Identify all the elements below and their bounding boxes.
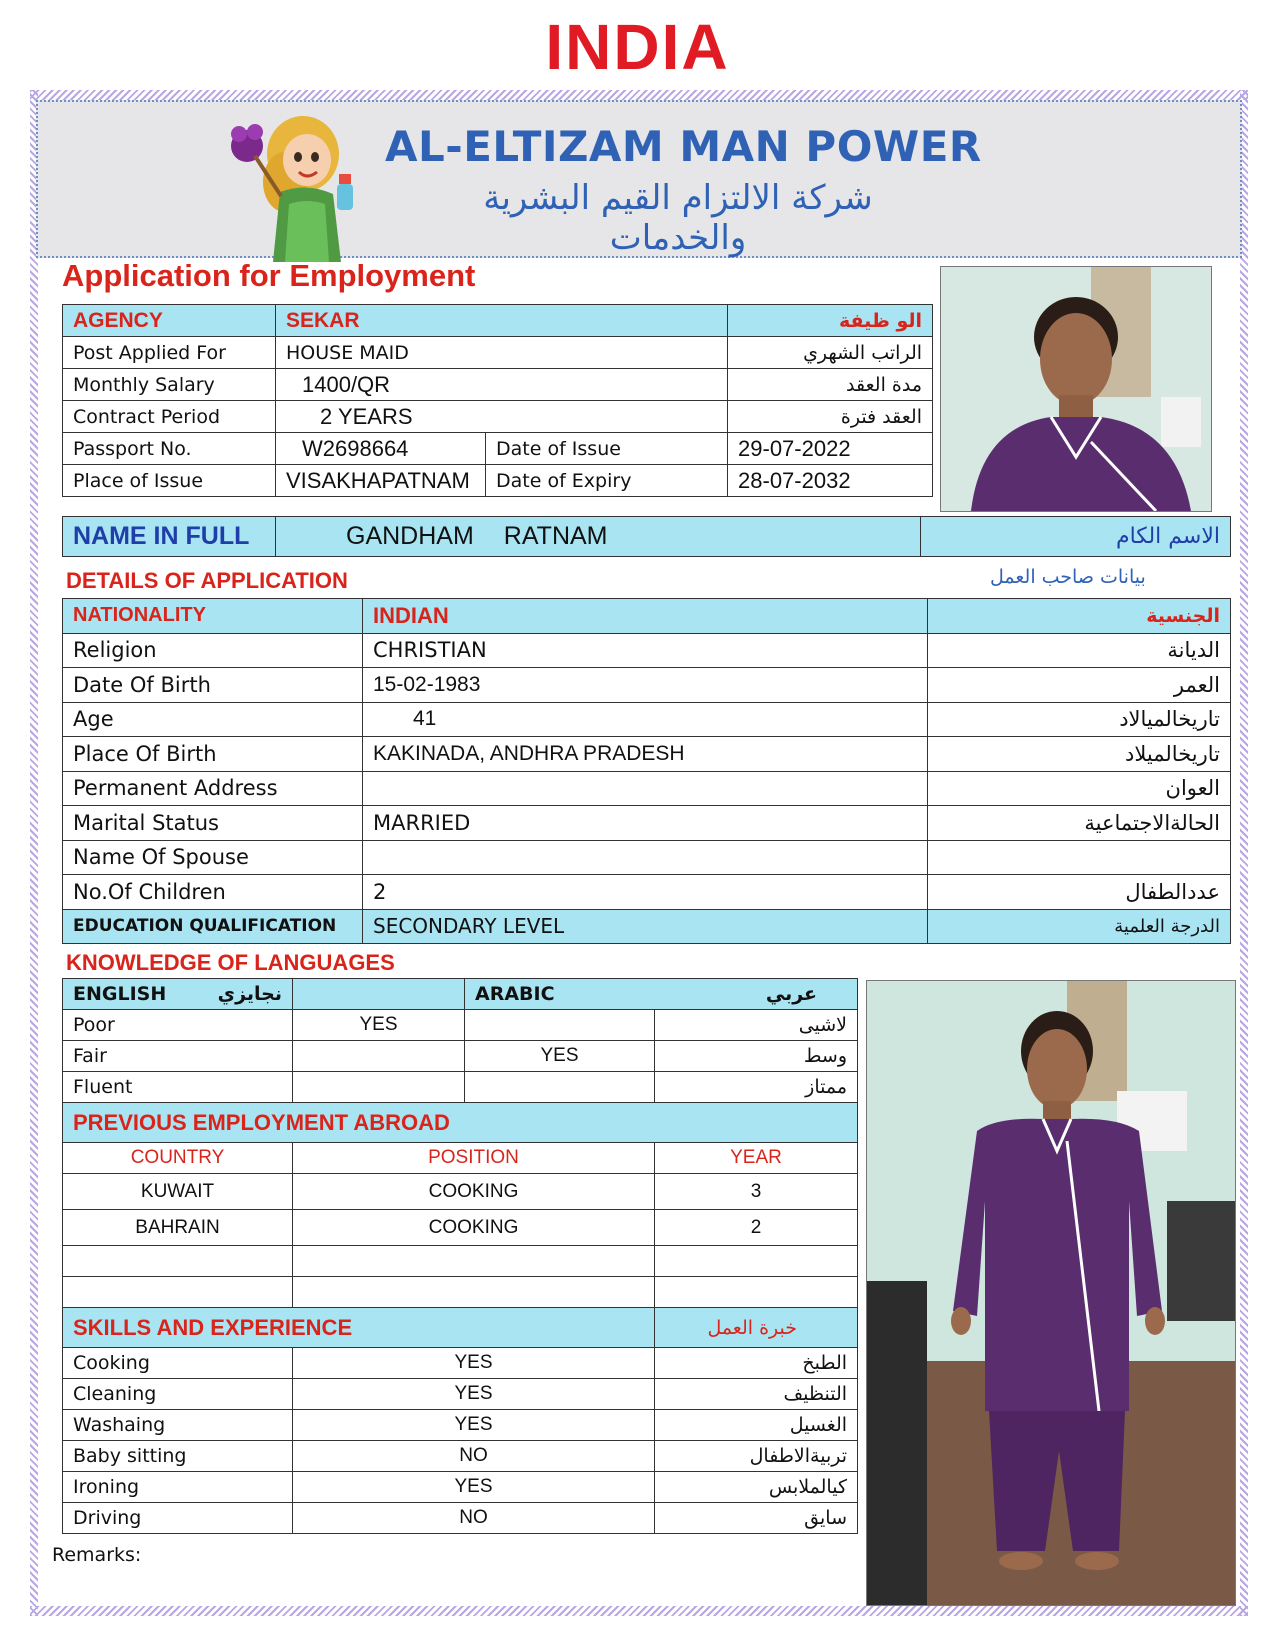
full-name-label: NAME IN FULL bbox=[63, 517, 276, 557]
frame-right-border bbox=[1240, 90, 1248, 1616]
skill-row bbox=[63, 1472, 858, 1503]
nationality-value: INDIAN bbox=[363, 599, 928, 634]
employment-country bbox=[63, 1246, 293, 1277]
frame-bottom-border bbox=[30, 1606, 1248, 1616]
passport-number: W2698664 bbox=[276, 433, 486, 465]
languages-employment-skills-table bbox=[62, 978, 858, 1534]
details-table bbox=[62, 598, 1231, 944]
applicant-portrait-photo bbox=[940, 266, 1212, 512]
job-info-label: Monthly Salary bbox=[63, 369, 276, 401]
employment-position bbox=[293, 1246, 655, 1277]
job-info-label: Contract Period bbox=[63, 401, 276, 433]
application-title: Application for Employment bbox=[62, 258, 476, 293]
employment-position: COOKING bbox=[293, 1210, 655, 1246]
full-name-arabic: الاسم الكام bbox=[921, 517, 1231, 557]
english-arabic-label: نجايزي bbox=[217, 983, 282, 1005]
details-label: Name Of Spouse bbox=[63, 840, 363, 875]
place-of-issue-label: Place of Issue bbox=[63, 465, 276, 497]
education-label: EDUCATION QUALIFICATION bbox=[63, 909, 363, 944]
skill-arabic: كيالملابس bbox=[655, 1472, 858, 1503]
employment-row bbox=[63, 1210, 858, 1246]
skill-arabic: التنظيف bbox=[655, 1379, 858, 1410]
full-name-table bbox=[62, 516, 1231, 557]
details-arabic bbox=[928, 840, 1231, 875]
education-value: SECONDARY LEVEL bbox=[363, 909, 928, 944]
skill-name: Cooking bbox=[63, 1348, 293, 1379]
skill-value: YES bbox=[293, 1472, 655, 1503]
employment-country: KUWAIT bbox=[63, 1174, 293, 1210]
job-info-row bbox=[63, 337, 933, 369]
skill-value: YES bbox=[293, 1379, 655, 1410]
employment-position bbox=[293, 1277, 655, 1308]
arabic-level-value: YES bbox=[465, 1041, 655, 1072]
remarks-label: Remarks: bbox=[52, 1544, 142, 1566]
details-row bbox=[63, 737, 1231, 772]
skill-arabic: سايق bbox=[655, 1503, 858, 1534]
skill-value: NO bbox=[293, 1441, 655, 1472]
employment-row bbox=[63, 1277, 858, 1308]
skill-name: Cleaning bbox=[63, 1379, 293, 1410]
skill-value: YES bbox=[293, 1348, 655, 1379]
date-of-issue-label: Date of Issue bbox=[486, 433, 728, 465]
job-info-value: 1400/QR bbox=[276, 369, 728, 401]
job-info-arabic: مدة العقد bbox=[728, 369, 933, 401]
details-value: 15-02-1983 bbox=[363, 668, 928, 703]
job-info-table bbox=[62, 304, 933, 497]
details-label: Place Of Birth bbox=[63, 737, 363, 772]
employment-year: 3 bbox=[655, 1174, 858, 1210]
language-level-arabic: وسط bbox=[655, 1041, 858, 1072]
details-label: Permanent Address bbox=[63, 771, 363, 806]
details-row bbox=[63, 771, 1231, 806]
arabic-level-value bbox=[465, 1010, 655, 1041]
skill-row bbox=[63, 1410, 858, 1441]
nationality-label: NATIONALITY bbox=[63, 599, 363, 634]
skill-row bbox=[63, 1348, 858, 1379]
details-row bbox=[63, 668, 1231, 703]
language-level: Fluent bbox=[63, 1072, 293, 1103]
details-value: 41 bbox=[363, 702, 928, 737]
employment-header-row bbox=[63, 1143, 858, 1174]
employment-year bbox=[655, 1246, 858, 1277]
details-label: Age bbox=[63, 702, 363, 737]
skills-arabic-title: خبرة العمل bbox=[655, 1308, 858, 1348]
employment-country: BAHRAIN bbox=[63, 1210, 293, 1246]
details-section-arabic: بيانات صاحب العمل bbox=[990, 566, 1146, 588]
date-of-expiry-label: Date of Expiry bbox=[486, 465, 728, 497]
skill-arabic: الغسيل bbox=[655, 1410, 858, 1441]
language-level: Fair bbox=[63, 1041, 293, 1072]
job-info-label: Post Applied For bbox=[63, 337, 276, 369]
details-value bbox=[363, 771, 928, 806]
employment-position: COOKING bbox=[293, 1174, 655, 1210]
column-header-position: POSITION bbox=[293, 1143, 655, 1174]
date-of-expiry: 28-07-2032 bbox=[728, 465, 933, 497]
skill-row bbox=[63, 1379, 858, 1410]
details-arabic: الحالةالاجتماعية bbox=[928, 806, 1231, 841]
skill-arabic: الطبخ bbox=[655, 1348, 858, 1379]
employment-country bbox=[63, 1277, 293, 1308]
company-name: AL-ELTIZAM MAN POWER bbox=[385, 122, 982, 171]
skill-name: Baby sitting bbox=[63, 1441, 293, 1472]
details-row bbox=[63, 633, 1231, 668]
details-row bbox=[63, 806, 1231, 841]
english-language-header bbox=[63, 979, 293, 1010]
details-row bbox=[63, 840, 1231, 875]
job-info-arabic: الراتب الشهري bbox=[728, 337, 933, 369]
job-info-value: 2 YEARS bbox=[276, 401, 728, 433]
date-of-issue: 29-07-2022 bbox=[728, 433, 933, 465]
first-name: GANDHAM bbox=[346, 522, 474, 550]
english-label: ENGLISH bbox=[73, 983, 167, 1005]
skill-name: Driving bbox=[63, 1503, 293, 1534]
company-arabic-name: شركة الالتزام القيم البشرية والخدمات bbox=[483, 178, 873, 258]
language-level-arabic: ممتاز bbox=[655, 1072, 858, 1103]
details-row bbox=[63, 702, 1231, 737]
arabic-level-value bbox=[465, 1072, 655, 1103]
job-info-row bbox=[63, 401, 933, 433]
language-row bbox=[63, 1072, 858, 1103]
last-name: RATNAM bbox=[503, 522, 608, 550]
agency-value: SEKAR bbox=[276, 305, 728, 337]
employment-row bbox=[63, 1246, 858, 1277]
passport-number-label: Passport No. bbox=[63, 433, 276, 465]
employment-year bbox=[655, 1277, 858, 1308]
details-value: CHRISTIAN bbox=[363, 633, 928, 668]
agency-arabic-label: الو ظيفة bbox=[728, 305, 933, 337]
skill-name: Ironing bbox=[63, 1472, 293, 1503]
english-level-value: YES bbox=[293, 1010, 465, 1041]
details-value: MARRIED bbox=[363, 806, 928, 841]
skill-arabic: تربيةالاطفال bbox=[655, 1441, 858, 1472]
details-label: Religion bbox=[63, 633, 363, 668]
english-level-value bbox=[293, 1072, 465, 1103]
employment-year: 2 bbox=[655, 1210, 858, 1246]
full-name-value bbox=[276, 517, 921, 557]
details-value bbox=[363, 840, 928, 875]
arabic-label: ARABIC bbox=[475, 983, 555, 1005]
skill-row bbox=[63, 1441, 858, 1472]
language-row bbox=[63, 1010, 858, 1041]
language-row bbox=[63, 1041, 858, 1072]
details-arabic: الديانة bbox=[928, 633, 1231, 668]
details-arabic: العوان bbox=[928, 771, 1231, 806]
passport-row bbox=[63, 465, 933, 497]
place-of-issue: VISAKHAPATNAM bbox=[276, 465, 486, 497]
language-level-arabic: لاشيى bbox=[655, 1010, 858, 1041]
column-header-year: YEAR bbox=[655, 1143, 858, 1174]
country-title: INDIA bbox=[545, 11, 730, 83]
details-label: No.Of Children bbox=[63, 875, 363, 910]
languages-section-title: KNOWLEDGE OF LANGUAGES bbox=[66, 950, 395, 975]
skill-value: NO bbox=[293, 1503, 655, 1534]
details-row bbox=[63, 875, 1231, 910]
education-arabic: الدرجة العلمية bbox=[928, 909, 1231, 944]
skill-name: Washaing bbox=[63, 1410, 293, 1441]
details-label: Marital Status bbox=[63, 806, 363, 841]
maid-cartoon-logo bbox=[225, 112, 365, 262]
skill-row bbox=[63, 1503, 858, 1534]
column-header-country: COUNTRY bbox=[63, 1143, 293, 1174]
details-label: Date Of Birth bbox=[63, 668, 363, 703]
details-arabic: عددالطفال bbox=[928, 875, 1231, 910]
employment-row bbox=[63, 1174, 858, 1210]
nationality-arabic: الجنسية bbox=[928, 599, 1231, 634]
details-section-title: DETAILS OF APPLICATION bbox=[66, 568, 348, 593]
arabic-arabic-label: عربي bbox=[765, 983, 818, 1005]
details-arabic: تاريخالميلاد bbox=[928, 737, 1231, 772]
previous-employment-title: PREVIOUS EMPLOYMENT ABROAD bbox=[63, 1103, 858, 1143]
arabic-language-header bbox=[465, 979, 858, 1010]
skills-title: SKILLS AND EXPERIENCE bbox=[63, 1308, 655, 1348]
english-level-value bbox=[293, 1041, 465, 1072]
language-level: Poor bbox=[63, 1010, 293, 1041]
skill-value: YES bbox=[293, 1410, 655, 1441]
job-info-value: HOUSE MAID bbox=[276, 337, 728, 369]
passport-row bbox=[63, 433, 933, 465]
details-arabic: تاريخالميالاد bbox=[928, 702, 1231, 737]
frame-left-border bbox=[30, 90, 38, 1616]
frame-top-border bbox=[30, 90, 1248, 100]
job-info-row bbox=[63, 369, 933, 401]
details-value: KAKINADA, ANDHRA PRADESH bbox=[363, 737, 928, 772]
job-info-arabic: العقد فترة bbox=[728, 401, 933, 433]
agency-label: AGENCY bbox=[63, 305, 276, 337]
applicant-full-length-photo bbox=[866, 980, 1236, 1606]
details-arabic: العمر bbox=[928, 668, 1231, 703]
details-value: 2 bbox=[363, 875, 928, 910]
